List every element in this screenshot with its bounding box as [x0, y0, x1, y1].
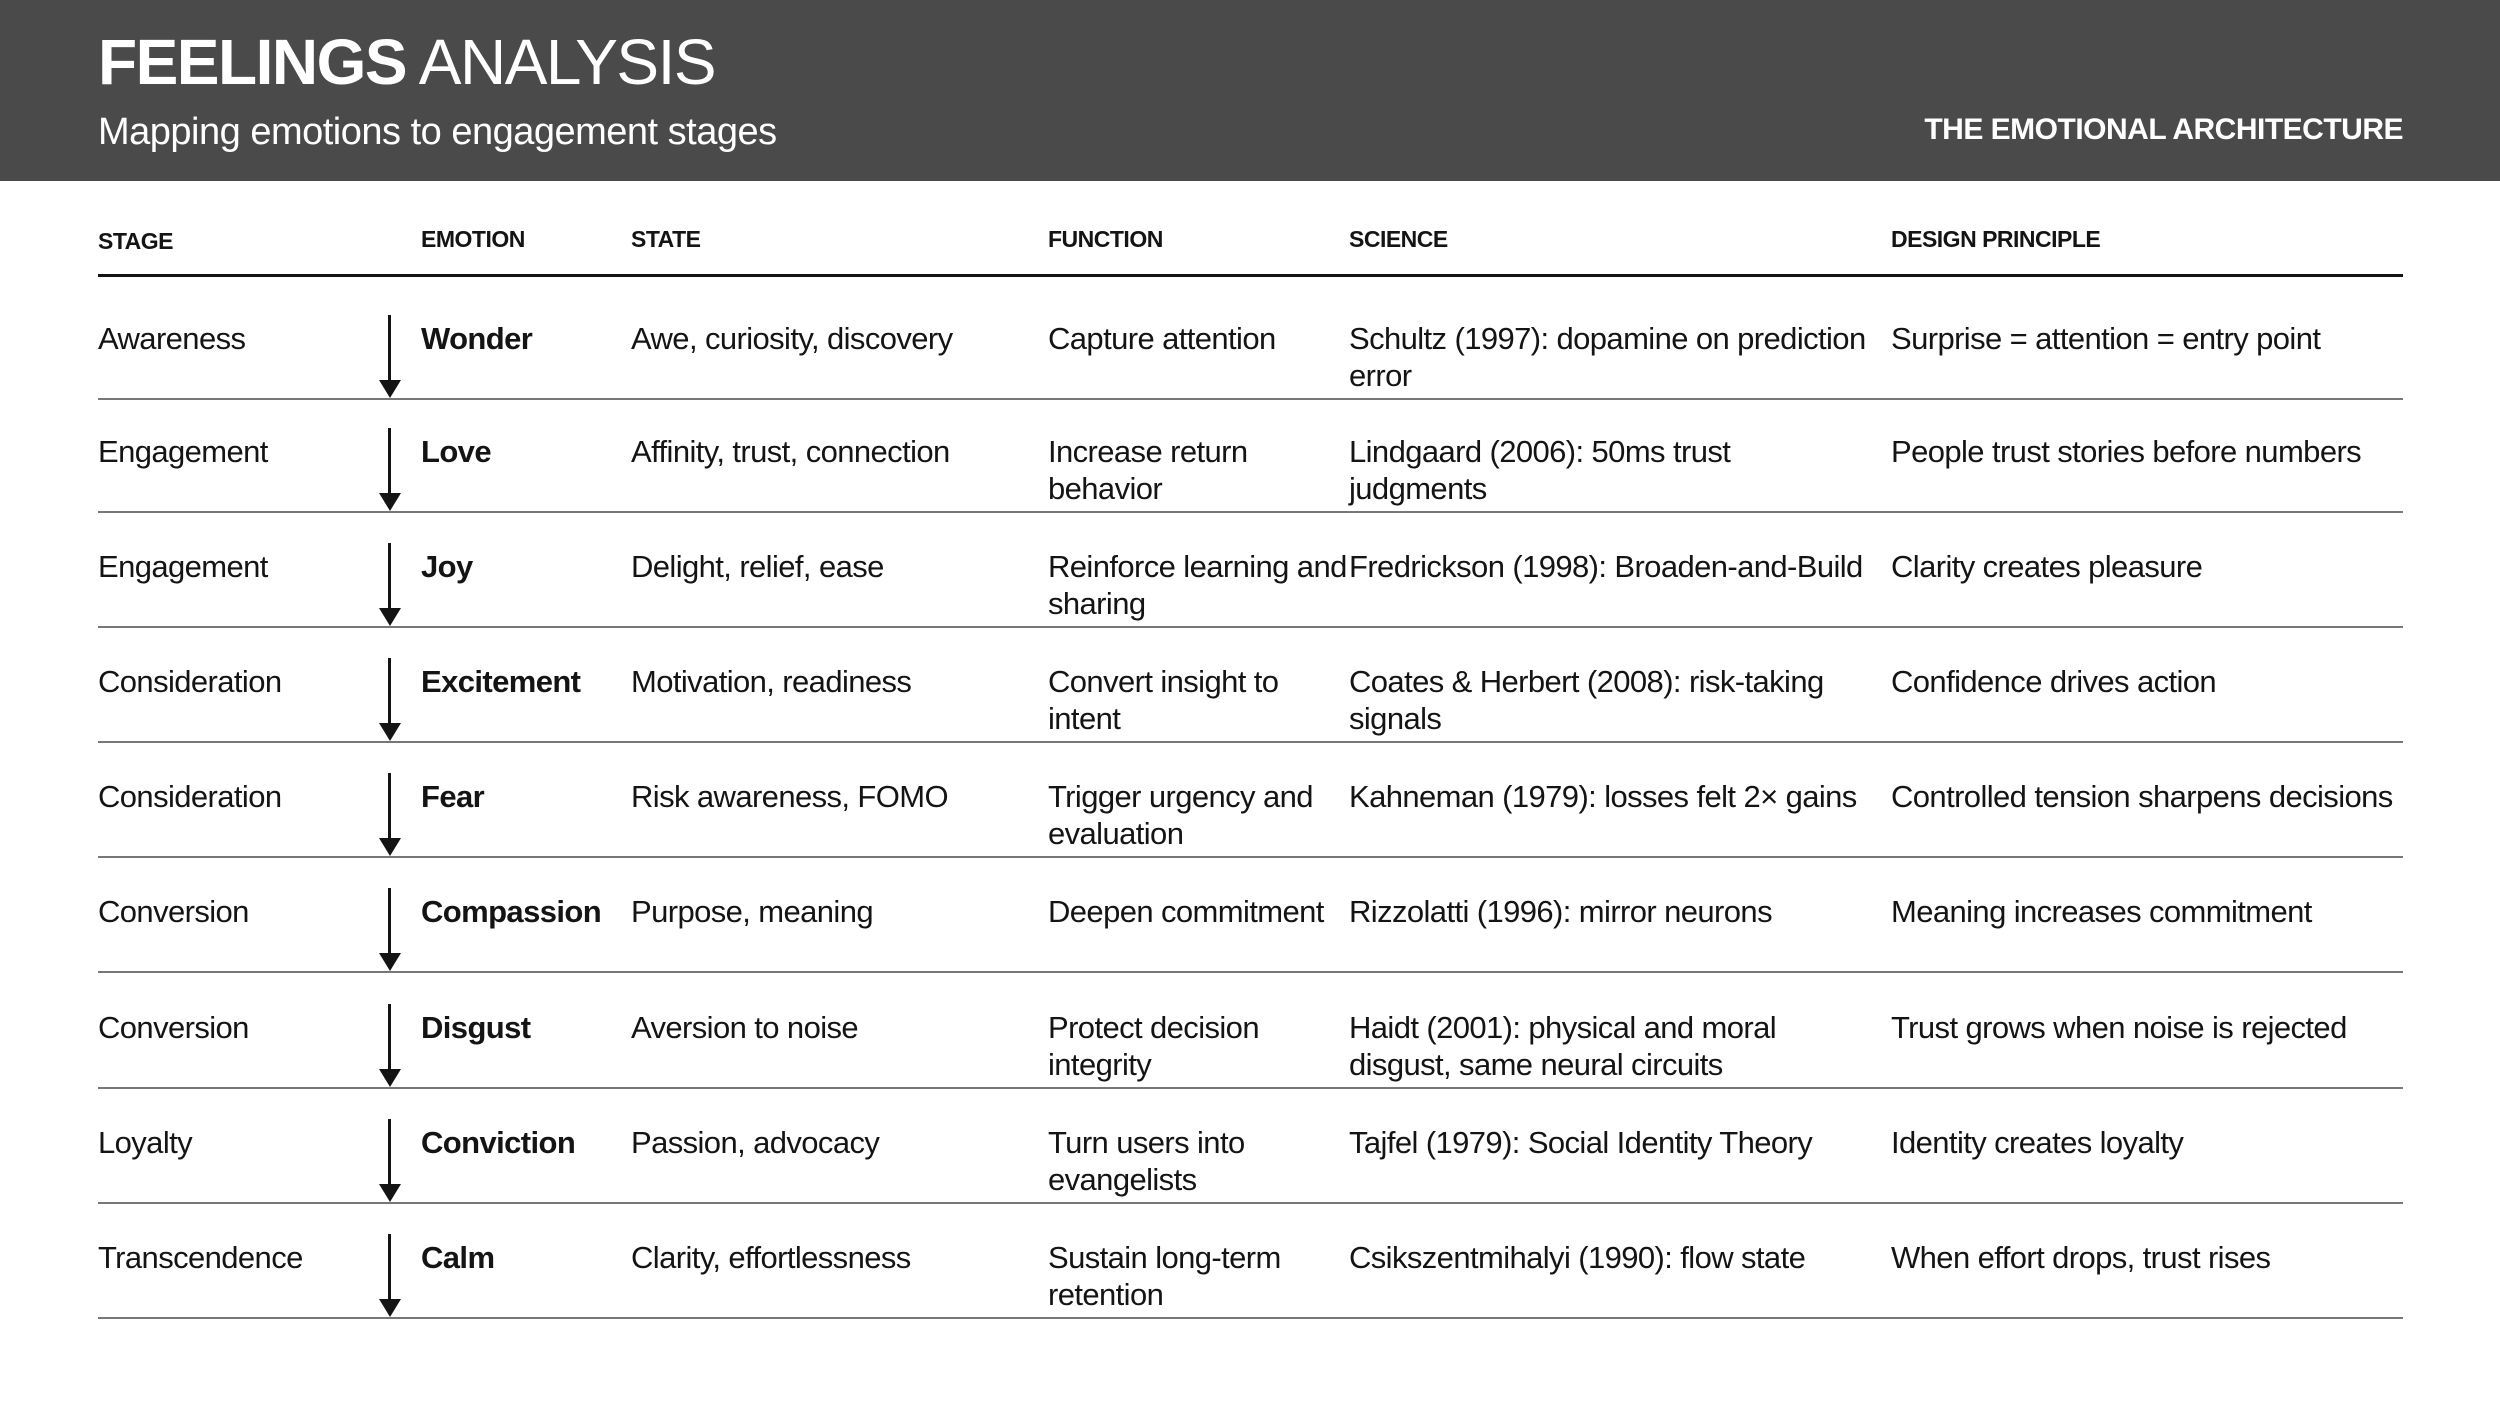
cell-principle: When effort drops, trust rises — [1891, 1240, 2271, 1275]
arrow-line — [388, 315, 391, 383]
column-header-science: SCIENCE — [1349, 226, 1448, 252]
cell-principle: Trust grows when noise is rejected — [1891, 1010, 2347, 1045]
cell-emotion: Calm — [421, 1240, 495, 1275]
arrow-down-icon — [379, 838, 401, 856]
arrow-line — [388, 428, 391, 496]
arrow-line — [388, 888, 391, 956]
cell-stage: Consideration — [98, 779, 282, 814]
cell-emotion: Compassion — [421, 894, 602, 929]
cell-function: Protect decision integrity — [1048, 1010, 1259, 1082]
table-row — [0, 1203, 2500, 1318]
cell-principle: Confidence drives action — [1891, 664, 2217, 699]
arrow-line — [388, 543, 391, 611]
page-subtitle: Mapping emotions to engagement stages — [98, 111, 777, 153]
header-divider — [98, 274, 2403, 277]
cell-stage: Engagement — [98, 434, 268, 469]
cell-principle: Clarity creates pleasure — [1891, 549, 2203, 584]
cell-state: Passion, advocacy — [631, 1125, 880, 1160]
arrow-down-icon — [379, 723, 401, 741]
table-row — [0, 857, 2500, 972]
column-header-stage: STAGE — [98, 228, 174, 254]
cell-emotion: Disgust — [421, 1010, 531, 1045]
header-banner — [0, 0, 2500, 181]
cell-principle: People trust stories before numbers — [1891, 434, 2362, 469]
cell-science: Fredrickson (1998): Broaden-and-Build — [1349, 549, 1863, 584]
cell-function: Trigger urgency and evaluation — [1048, 779, 1313, 851]
cell-state: Purpose, meaning — [631, 894, 874, 929]
cell-science: Kahneman (1979): losses felt 2× gains — [1349, 779, 1857, 814]
cell-stage: Engagement — [98, 549, 268, 584]
table-row — [0, 627, 2500, 742]
cell-function: Reinforce learning and sharing — [1048, 549, 1347, 621]
arrow-line — [388, 1004, 391, 1072]
table-row — [0, 1088, 2500, 1203]
cell-science: Schultz (1997): dopamine on prediction error — [1349, 321, 1866, 393]
arrow-line — [388, 1119, 391, 1187]
column-header-state: STATE — [631, 226, 701, 252]
arrow-line — [388, 1234, 391, 1302]
cell-function: Turn users into evangelists — [1048, 1125, 1245, 1197]
cell-state: Motivation, readiness — [631, 664, 912, 699]
cell-science: Csikszentmihalyi (1990): flow state — [1349, 1240, 1806, 1275]
table-row — [0, 973, 2500, 1088]
arrow-down-icon — [379, 1299, 401, 1317]
cell-state: Risk awareness, FOMO — [631, 779, 949, 814]
cell-science: Haidt (2001): physical and moral disgust, same neural circuits — [1349, 1010, 1777, 1082]
cell-emotion: Love — [421, 434, 491, 469]
cell-emotion: Fear — [421, 779, 485, 814]
page-title-bold: FEELINGS — [98, 26, 407, 98]
cell-state: Delight, relief, ease — [631, 549, 884, 584]
arrow-down-icon — [379, 1184, 401, 1202]
arrow-down-icon — [379, 380, 401, 398]
row-divider — [98, 1317, 2403, 1319]
cell-principle: Identity creates loyalty — [1891, 1125, 2184, 1160]
cell-science: Rizzolatti (1996): mirror neurons — [1349, 894, 1772, 929]
cell-stage: Conversion — [98, 1010, 249, 1045]
page-title — [98, 22, 715, 102]
cell-state: Awe, curiosity, discovery — [631, 321, 953, 356]
cell-stage: Transcendence — [98, 1240, 303, 1275]
cell-function: Deepen commitment — [1048, 894, 1324, 929]
arrow-down-icon — [379, 493, 401, 511]
arrow-line — [388, 773, 391, 841]
arrow-down-icon — [379, 608, 401, 626]
cell-stage: Consideration — [98, 664, 282, 699]
cell-function: Convert insight to intent — [1048, 664, 1279, 736]
table-row — [0, 512, 2500, 627]
table-row — [0, 284, 2500, 399]
column-header-function: FUNCTION — [1048, 226, 1163, 252]
cell-stage: Conversion — [98, 894, 249, 929]
cell-emotion: Excitement — [421, 664, 581, 699]
cell-principle: Meaning increases commitment — [1891, 894, 2312, 929]
header-tagline: THE EMOTIONAL ARCHITECTURE — [1924, 113, 2403, 146]
cell-science: Lindgaard (2006): 50ms trust judgments — [1349, 434, 1731, 506]
cell-principle: Controlled tension sharpens decisions — [1891, 779, 2393, 814]
column-header-principle: DESIGN PRINCIPLE — [1891, 226, 2101, 252]
arrow-down-icon — [379, 953, 401, 971]
cell-emotion: Wonder — [421, 321, 533, 356]
cell-principle: Surprise = attention = entry point — [1891, 321, 2321, 356]
column-header-emotion: EMOTION — [421, 226, 525, 252]
cell-function: Sustain long-term retention — [1048, 1240, 1281, 1312]
cell-function: Increase return behavior — [1048, 434, 1248, 506]
cell-stage: Awareness — [98, 321, 246, 356]
cell-science: Tajfel (1979): Social Identity Theory — [1349, 1125, 1813, 1160]
cell-emotion: Conviction — [421, 1125, 576, 1160]
arrow-line — [388, 658, 391, 726]
cell-state: Affinity, trust, connection — [631, 434, 950, 469]
cell-function: Capture attention — [1048, 321, 1276, 356]
table-row — [0, 397, 2500, 512]
arrow-down-icon — [379, 1069, 401, 1087]
cell-state: Clarity, effortlessness — [631, 1240, 911, 1275]
table-row — [0, 742, 2500, 857]
page-title-light: ANALYSIS — [418, 26, 716, 98]
cell-state: Aversion to noise — [631, 1010, 859, 1045]
cell-stage: Loyalty — [98, 1125, 193, 1160]
cell-emotion: Joy — [421, 549, 473, 584]
cell-science: Coates & Herbert (2008): risk-taking signals — [1349, 664, 1824, 736]
